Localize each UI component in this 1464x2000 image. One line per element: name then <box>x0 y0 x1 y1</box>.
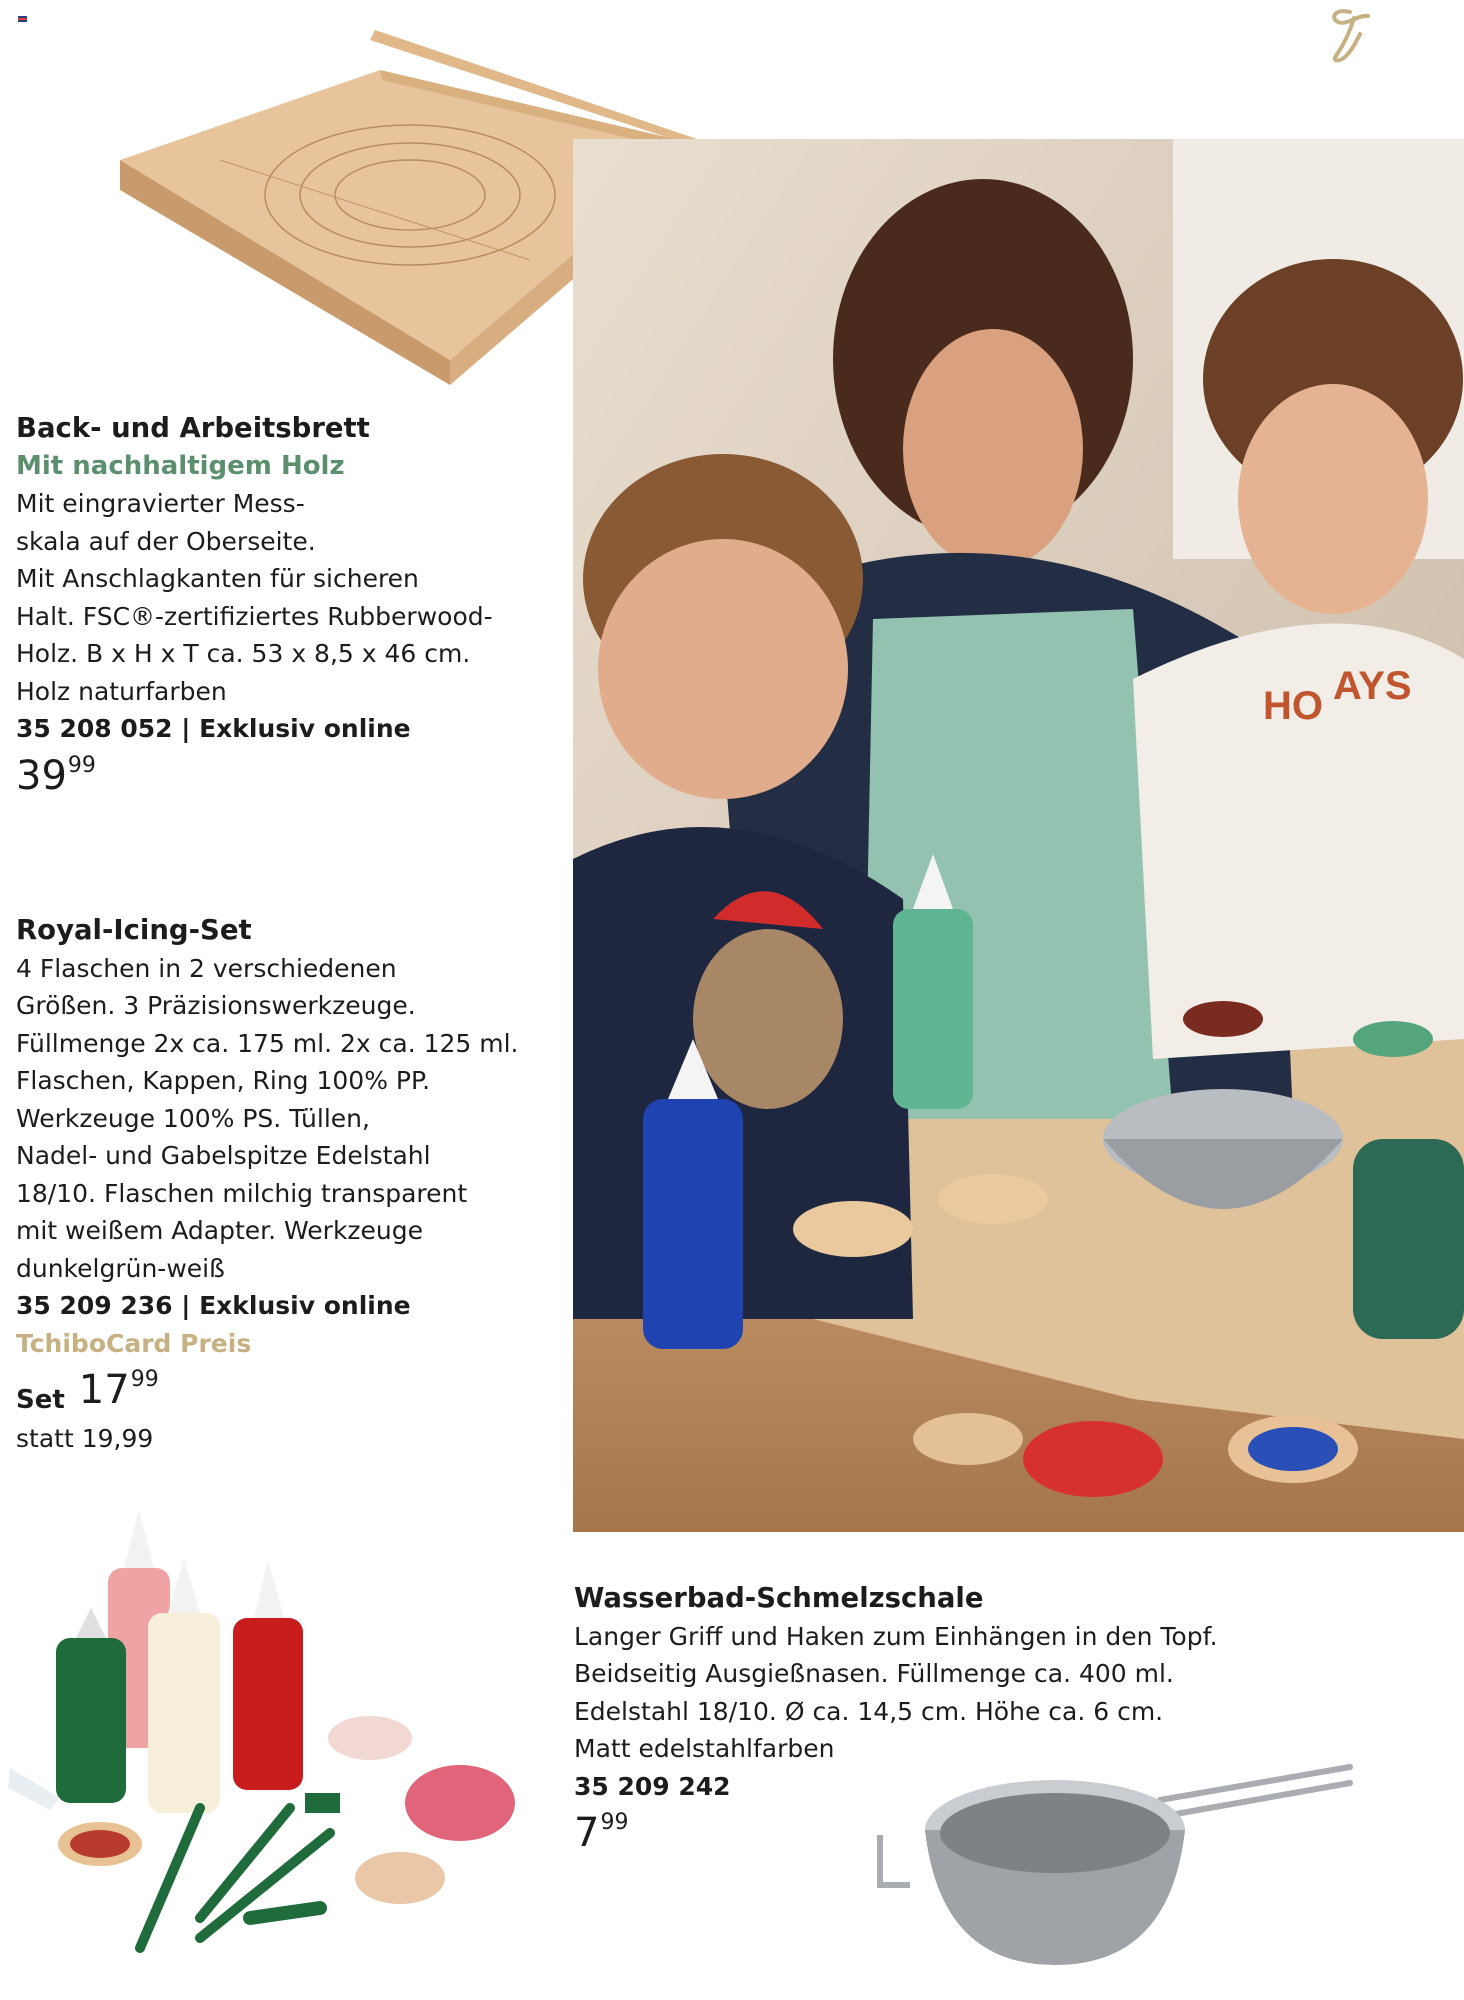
product-board-article-number: 35 208 052 | Exklusiv online <box>16 714 411 743</box>
product-bowl-price <box>574 1811 1374 1855</box>
svg-text:AYS: AYS <box>1333 664 1412 708</box>
product-icing-title: Royal-Icing-Set <box>16 914 252 946</box>
product-icing-desc-line: Größen. 3 Präzisionswerkzeuge. <box>16 991 416 1020</box>
product-icing-article-number: 35 209 236 | Exklusiv online <box>16 1291 411 1320</box>
product-icing-desc-line: 4 Flaschen in 2 verschiedenen <box>16 953 397 983</box>
svg-text:HO: HO <box>1263 684 1323 728</box>
product-bowl-desc-line: Edelstahl 18/10. Ø ca. 14,5 cm. Höhe ca. 6 cm. <box>574 1696 1164 1726</box>
price-decimal: 99 <box>600 1810 629 1835</box>
product-bowl-desc-line: Beidseitig Ausgießnasen. Füllmenge ca. 400 ml. <box>574 1659 1174 1688</box>
product-bowl-article-number: 35 209 242 <box>574 1771 731 1801</box>
product-icing-price <box>16 1368 536 1420</box>
family-baking-cookies-photo <box>573 139 1464 1532</box>
product-board-desc-line: skala auf der Oberseite. <box>16 526 316 556</box>
product-icing-desc-line: mit weißem Adapter. Werkzeuge <box>16 1216 424 1245</box>
product-board-title: Back- und Arbeitsbrett <box>16 412 370 444</box>
tchibo-logo-icon <box>1310 0 1390 70</box>
product-bowl-title: Wasserbad-Schmelzschale <box>574 1582 984 1614</box>
tchibocard-price-label: TchiboCard Preis <box>16 1328 252 1358</box>
product-icing-desc-line: Werkzeuge 100% PS. Tüllen, <box>16 1103 370 1133</box>
product-board-subtitle: Mit nachhaltigem Holz <box>16 450 345 481</box>
product-icing-desc-line: dunkelgrün-weiß <box>16 1253 225 1283</box>
product-board-desc-line: Mit Anschlagkanten für sicheren <box>16 564 419 593</box>
product-icing-desc-line: Nadel- und Gabelspitze Edelstahl <box>16 1141 431 1170</box>
product-bowl-desc-line: Langer Griff und Haken zum Einhängen in den Topf. <box>574 1621 1218 1651</box>
price-decimal: 99 <box>130 1367 159 1392</box>
product-bowl-desc-line: Matt edelstahlfarben <box>574 1734 835 1763</box>
price-decimal: 99 <box>67 752 96 778</box>
language-flag-icon <box>18 16 27 22</box>
old-price: statt 19,99 <box>16 1423 154 1453</box>
product-icing-info <box>16 912 536 1457</box>
product-board-desc-line: Halt. FSC®-zertifiziertes Rubberwood- <box>16 601 493 631</box>
product-bowl-info <box>574 1580 1374 1855</box>
price-integer: 39 <box>16 752 67 799</box>
product-board-price <box>16 754 536 798</box>
price-integer: 17 <box>78 1367 130 1413</box>
price-prefix: Set <box>16 1385 65 1415</box>
product-board-info <box>16 410 536 798</box>
product-icing-desc-line: Flaschen, Kappen, Ring 100% PP. <box>16 1066 431 1095</box>
product-board-desc-line: Holz. B x H x T ca. 53 x 8,5 x 46 cm. <box>16 639 471 668</box>
product-board-desc-line: Holz naturfarben <box>16 676 227 706</box>
icing-bottles-set-image <box>0 1498 540 1968</box>
product-icing-desc-line: 18/10. Flaschen milchig transparent <box>16 1178 468 1208</box>
product-icing-desc-line: Füllmenge 2x ca. 175 ml. 2x ca. 125 ml. <box>16 1028 519 1058</box>
product-board-desc-line: Mit eingravierter Mess- <box>16 489 305 518</box>
price-integer: 7 <box>574 1810 600 1856</box>
